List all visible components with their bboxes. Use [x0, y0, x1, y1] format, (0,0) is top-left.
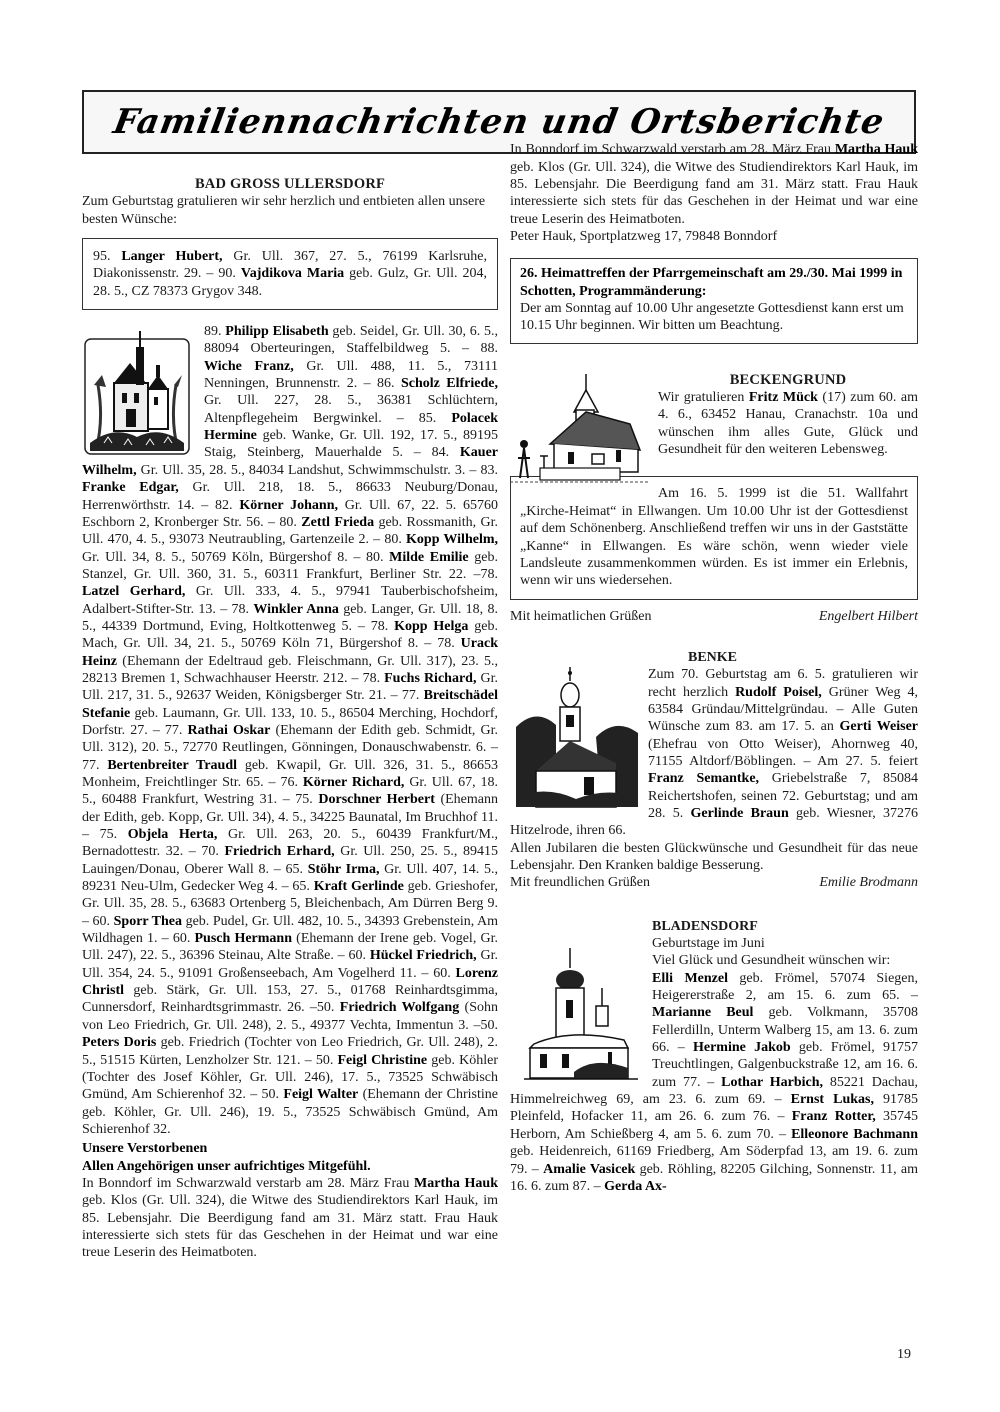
heading-beckengrund: BECKENGRUND	[729, 371, 847, 388]
text-run: geb. Frömel, 91757 Treuchtlingen, Galgenbuckstraße 12, am 16. 6. zum 77. –	[652, 1040, 919, 1090]
text-run: (Sohn von Leo Friedrich, Gr. Ull. 248), 2. 5., 49377 Vechta, Immentun 3. –50.	[82, 1000, 498, 1033]
birthday-box	[82, 238, 498, 310]
heimattreffen-text: Der am Sonntag auf 10.00 Uhr angesetzte Gottesdienst kann erst um 10.15 Uhr beginnen. Wir bitten um Beachtung.	[520, 301, 904, 334]
right-column	[510, 142, 919, 1195]
name-bold: Friedrich Erhard,	[224, 844, 335, 860]
name-bold: Kopp Helga	[394, 618, 469, 634]
deceased-text-continued-inner	[510, 141, 918, 228]
name-bold: Gerti Weiser	[839, 719, 918, 735]
section-title: Familiennachrichten und Ortsberichte	[110, 102, 888, 142]
name-bold: Breitschädel Stefanie	[82, 688, 498, 721]
name-bold: Langer Hubert,	[121, 249, 223, 265]
wallfahrt-text: Am 16. 5. 1999 ist die 51. Wallfahrt „Kirche-Heimat“ in Ellwangen. Um 10.00 Uhr ist der Gottesdienst auf dem Schönenberg. Anschließend treffen wir uns in der Gaststätte „Kanne“ in Ellwangen. Es wäre schön, wenn wieder viele Landsleute zusammenkommen würden. Es ist immer ein Erlebnis, wenn wir uns wiedersehen.	[520, 486, 908, 589]
text-run: (Ehemann der Irene geb. Vogel, Gr. Ull. 247), 22. 5., 36396 Steinau, Alte Straße. – 60.	[82, 931, 498, 964]
chapel-image-icon	[510, 374, 650, 486]
text-run: geb. Köhler (Tochter des Josef Köhler, Gr. Ull. 246), 17. 5., 73525 Schwäbisch Gmünd, Am Schierenhof 32. – 50.	[82, 1052, 499, 1103]
text-run: geb. Röhling, 82205 Gilching, Sonnenstr. 11, am 16. 6. zum 87. –	[510, 1161, 918, 1194]
text-run: Griebelstraße 7, 85084 Reichertshofen, seinen 72. Geburtstag; und am 28. 5.	[648, 771, 918, 821]
signature: Engelbert Hilbert	[818, 608, 918, 624]
text-run: Gr. Ull. 354, 24. 5., 91091 Großenseebach, Am Vogelherd 11. – 60.	[82, 948, 498, 981]
baroque-church-image-icon	[524, 948, 638, 1080]
deceased-text	[82, 1175, 498, 1261]
text-run: Gr. Ull. 67, 18. 5., 60488 Frankfurt, Westring 31. – 75.	[82, 775, 498, 808]
heading-benke: BENKE	[688, 649, 738, 665]
bladensdorf-intro: Viel Glück und Gesundheit wünschen wir:	[652, 953, 891, 969]
greeting: Mit heimatlichen Grüßen	[510, 608, 652, 624]
name-bold: Elli Menzel	[652, 970, 728, 986]
name-bold: Franz Rotter,	[791, 1109, 876, 1125]
text-run: geb. Grieshofer, Gr. Ull. 35, 28. 5., 63683 Ortenberg 5, Bleichenbach, Am Dürren Berg 9. – 60.	[82, 879, 498, 929]
left-column	[82, 176, 499, 1261]
name-bold: Peters Doris	[82, 1035, 157, 1051]
name-bold: Feigl Christine	[337, 1052, 428, 1068]
name-bold: Ernst Lukas,	[790, 1092, 874, 1108]
text-run: In Bonndorf im Schwarzwald verstarb am 28. März Frau	[82, 1175, 415, 1191]
name-bold: Körner Johann,	[239, 497, 338, 513]
text-run: (Ehemann der Edeltraud geb. Fleischmann, Gr. Ull. 317), 23. 5., 28213 Bremen 1, Schwachhauser Heerstr. 212. – 78.	[82, 653, 498, 686]
name-bold: Urack Heinz	[82, 636, 498, 669]
name-bold: Bertenbreiter Traudl	[107, 757, 238, 773]
name-bold: Hermine Jakob	[692, 1040, 791, 1056]
deceased-heading: Unsere Verstorbenen	[82, 1141, 208, 1157]
name-bold: Polacek Hermine	[204, 410, 498, 444]
beckengrund-section	[510, 372, 918, 459]
name-bold: Latzel Gerhard,	[82, 584, 186, 600]
name-bold: Friedrich Wolfgang	[339, 1000, 460, 1016]
name-bold: Fritz Mück	[748, 390, 818, 406]
heimattreffen-box	[510, 258, 918, 343]
name-bold: Körner Richard,	[302, 775, 405, 790]
name-bold: Vajdikova Maria	[240, 266, 345, 282]
text-run: (Ehemann der Christine geb. Köhler, Gr. Ull. 246), 19. 5., 73525 Schwäbisch Gmünd, Am Schierenhof 32.	[82, 1087, 499, 1137]
intro-text: Zum Geburtstag gratulieren wir sehr herzlich und entbieten allen unsere besten Wünsche:	[82, 194, 486, 227]
text-run: geb. Gulz, Gr. Ull. 204, 28. 5., CZ 78373 Grygov 348.	[93, 266, 487, 299]
text-run: Gr. Ull. 218, 18. 5., 86633 Neuburg/Donau, Herrenwörthstr. 14. – 82.	[82, 480, 499, 513]
text-run: geb. Rossmanith, Gr. Ull. 470, 4. 5., 93073 Neutraubling, Gartenzeile 2. – 80.	[82, 514, 499, 548]
text-run: geb. Pudel, Gr. Ull. 482, 10. 5., 34393 Grebenstein, Am Wildhagen 1. – 60.	[82, 913, 498, 947]
text-run: Gr. Ull. 407, 14. 5., 89231 Neu-Ulm, Gedecker Weg 4. – 65.	[82, 861, 499, 895]
name-bold: Marianne Beul	[652, 1005, 754, 1021]
text-run: geb. Kwapil, Gr. Ull. 326, 31. 5., 86653 Monheim, Freichtlinger Str. 65. – 76.	[82, 757, 498, 790]
heimattreffen-title: 26. Heimattreffen der Pfarrgemeinschaft am 29./30. Mai 1999 in Schotten, Programmänderung:	[520, 266, 903, 299]
heading-bladensdorf: BLADENSDORF	[652, 918, 758, 934]
name-bold: Milde Emilie	[389, 549, 469, 565]
text-run: (Ehefrau von Otto Weiser), Ahornweg 40, 71155 Altdorf/Böblingen. – Am 27. 5. feiert	[648, 736, 918, 769]
name-bold: Franz Semantke,	[648, 771, 760, 787]
name-bold: Hückel Friedrich,	[369, 948, 477, 964]
text-run: Gr. Ull. 217, 31. 5., 92637 Weiden, Königsberger Str. 21. – 77.	[82, 670, 498, 704]
text-run: geb. Laumann, Gr. Ull. 133, 10. 5., 86504 Merching, Hochdorf, Dorfstr. 27. – 77.	[82, 705, 498, 738]
text-run: Gr. Ull. 35, 28. 5., 84034 Landshut, Schwimmschulstr. 3. – 83.	[136, 462, 498, 478]
name-bold: Objela Herta,	[127, 827, 218, 843]
name-bold: Feigl Walter	[283, 1087, 359, 1103]
text-run: geb. Volkmann, 35708 Fellerdilln, Unterm Walberg 15, am 13. 6. zum 66. –	[652, 1005, 918, 1056]
birthday-box-text	[93, 248, 487, 300]
benke-church-illustration	[516, 667, 640, 807]
name-bold: Martha Hauk	[414, 1175, 498, 1191]
beckengrund-signature-line	[510, 608, 918, 625]
name-bold: Rathai Oskar	[187, 722, 271, 738]
bladensdorf-church-illustration	[524, 948, 638, 1080]
name-bold: Gerlinde Braun	[690, 805, 789, 821]
name-bold: Wiche Franz,	[204, 358, 294, 374]
name-bold: Lorenz Christl	[82, 965, 498, 999]
text-run: geb. Frömel, 57074 Siegen, Heigererstraße 2, am 15. 6. zum 65. –	[652, 970, 918, 1004]
name-bold: Pusch Hermann	[194, 931, 292, 947]
text-run: Gr. Ull. 263, 20. 5., 60439 Frankfurt/M., Bernadottestr. 32. – 70.	[82, 827, 499, 860]
name-bold: Elleonore Bachmann	[791, 1126, 919, 1142]
name-bold: Amalie Vasicek	[543, 1161, 636, 1177]
text-run: geb. Heidenreich, 61169 Friedberg, Am Söderpfad 13, am 19. 6. zum 79. –	[510, 1144, 918, 1177]
text-run: Gr. Ull. 333, 4. 5., 97941 Tauberbischofsheim, Adalbert-Stifter-Str. 13. – 78.	[82, 584, 498, 617]
page-number: 19	[897, 1347, 911, 1362]
benke-section	[510, 649, 918, 840]
name-bold: Winkler Anna	[253, 601, 339, 617]
text-run: In Bonndorf im Schwarzwald verstarb am 28. März Frau	[510, 142, 835, 158]
heading-bad-gross-ullersdorf: BAD GROSS ULLERSDORF	[194, 176, 386, 192]
text-run: 89.	[204, 324, 226, 340]
church-illustration	[84, 325, 190, 455]
name-bold: Kauer Wilhelm,	[82, 445, 498, 478]
greeting: Mit freundlichen Grüßen	[510, 875, 650, 891]
church-tower-image-icon	[516, 667, 640, 807]
name-bold: Philipp Elisabeth	[225, 324, 329, 340]
signature: Emilie Brodmann	[819, 875, 918, 891]
text-run: geb. Stärk, Gr. Ull. 153, 27. 5., 01768 Reinhardtsgimma, Cunnersdorf, Reinhardtsgrimmastr. 26. –50.	[82, 983, 498, 1016]
contact-line: Peter Hauk, Sportplatzweg 17, 79848 Bonndorf	[510, 229, 778, 245]
name-bold: Franke Edgar,	[82, 480, 179, 496]
text-run: geb. Mach, Gr. Ull. 34, 21. 5., 50769 Köln 71, Bürgershof 8. – 78.	[82, 618, 498, 652]
text-run: Gr. Ull. 227, 28. 5., 36381 Schlüchtern, Altenpflegeheim Bergwinkel. – 85.	[204, 393, 498, 426]
name-bold: Stöhr Irma,	[307, 861, 380, 877]
text-run: Gr. Ull. 367, 27. 5., 76199 Karlsruhe, Diakonissenstr. 29. – 90.	[93, 249, 488, 282]
text-run: geb. Langer, Gr. Ull. 18, 8. 5., 44339 Dortmund, Eving, Holtkottenweg 5. – 78.	[82, 601, 499, 634]
text-run: Gr. Ull. 250, 25. 5., 89415 Lauingen/Donau, Oberer Wall 8. – 65.	[82, 844, 499, 877]
deceased-subheading: Allen Angehörigen unser aufrichtiges Mitgefühl.	[82, 1158, 371, 1174]
name-bold: Gerda Ax-	[604, 1178, 667, 1194]
name-bold: Zettl Frieda	[301, 514, 375, 530]
deceased-text-continued	[510, 142, 918, 228]
text-run: geb. Seidel, Gr. Ull. 30, 6. 5., 88094 Oberteuringen, Staffelbildweg 5. – 88.	[204, 324, 499, 357]
name-bold: Scholz Elfriede,	[400, 376, 498, 392]
birthday-list	[82, 323, 498, 1138]
name-bold: Rudolf Poisel,	[735, 684, 822, 700]
text-run: Gr. Ull. 67, 22. 5. 65760 Eschborn 2, Kronberger Str. 56. – 80.	[82, 497, 498, 530]
text-run: geb. Wanke, Gr. Ull. 192, 17. 5., 89195 Staig, Steinberg, Mauerhalde 5. – 84.	[204, 428, 498, 461]
benke-signature-line	[510, 874, 918, 891]
text-run: geb. Wiesner, 37276 Hitzelrode, ihren 66.	[510, 805, 918, 839]
text-run: (17) zum 60. am 4. 6., 63452 Hanau, Cranachstr. 10a und wünschen ihm alles Gute, Glück und Gesundheit für den weiteren Lebensweg.	[658, 390, 919, 458]
name-bold: Martha Hauk	[834, 142, 918, 158]
wallfahrt-box	[510, 476, 918, 599]
text-run: 95.	[93, 249, 122, 265]
name-bold: Dorschner Herbert	[318, 792, 435, 808]
text-run: Gr. Ull. 488, 11. 5., 73111 Nenningen, Brunnenstr. 2. – 86.	[204, 358, 498, 392]
text-run: geb. Stanzel, Gr. Ull. 360, 31. 5., 60311 Frankfurt, Berliner Str. 22. –78.	[82, 549, 498, 582]
name-bold: Kraft Gerlinde	[313, 879, 404, 895]
name-bold: Sporr Thea	[113, 913, 183, 929]
text-run: geb. Friedrich (Tochter von Leo Friedrich, Gr. Ull. 248), 2. 5., 51515 Kürten, Lenzholzer Str. 121. – 50.	[82, 1035, 498, 1068]
text-run: (Ehemann der Edith geb. Schmidt, Gr. Ull. 312), 20. 5., 72770 Reutlingen, Gönningen, Donauschwabenstr. 6. – 77.	[82, 722, 498, 773]
text-run: geb. Klos (Gr. Ull. 324), die Witwe des Studiendirektors Karl Hauk, im 85. Lebensjahr. Die Beerdigung fand am 31. März statt. Frau Hauk interessierte sich stets für das Geschehen in der Heimat und war eine treue Leserin des Heimatboten.	[510, 159, 918, 227]
church-image-icon	[84, 325, 190, 455]
chapel-illustration	[510, 374, 650, 486]
name-bold: Lothar Harbich,	[721, 1074, 824, 1090]
name-bold: Kopp Wilhelm,	[406, 532, 498, 548]
benke-closing: Allen Jubilaren die besten Glückwünsche und Gesundheit für das neue Lebensjahr. Den Kranken baldige Besserung.	[510, 840, 918, 874]
text-run: Zum 70. Geburtstag am 6. 5. gratulieren wir recht herzlich	[648, 667, 918, 700]
text-run: Grüner Weg 4, 63584 Gründau/Mittelgründau. – Alle Guten Wünsche zum 83. am 17. 5. an	[648, 684, 918, 735]
bladensdorf-subheading: Geburtstage im Juni	[652, 936, 765, 952]
text-run: (Ehemann der Edith, geb. Kopp, Gr. Ull. 34), 4. 5., 34225 Baunatal, Im Bruchhof 11. – 75.	[82, 792, 498, 843]
text-run: 91785 Pleinfeld, Hofacker 11, am 26. 6. zum 76. –	[510, 1092, 918, 1125]
text-run: 85221 Dachau, Himmelreichweg 69, am 23. 6. zum 69. –	[510, 1074, 918, 1108]
text-run: geb. Klos (Gr. Ull. 324), die Witwe des Studiendirektors Karl Hauk, im 85. Lebensjahr. Die Beerdigung fand am 31. März statt. Frau Hauk interessierte sich stets für das Geschehen in der Heimat und war eine treue Leserin des Heimatboten.	[82, 1193, 498, 1261]
text-run: Wir gratulieren	[658, 390, 749, 406]
bladensdorf-section	[510, 918, 918, 1196]
text-run: 35745 Herborn, Am Schießberg 4, am 5. 6. zum 70. –	[510, 1109, 919, 1142]
name-bold: Fuchs Richard,	[384, 670, 477, 686]
text-run: Gr. Ull. 34, 8. 5., 50769 Köln, Bürgershof 8. – 80.	[82, 549, 390, 565]
